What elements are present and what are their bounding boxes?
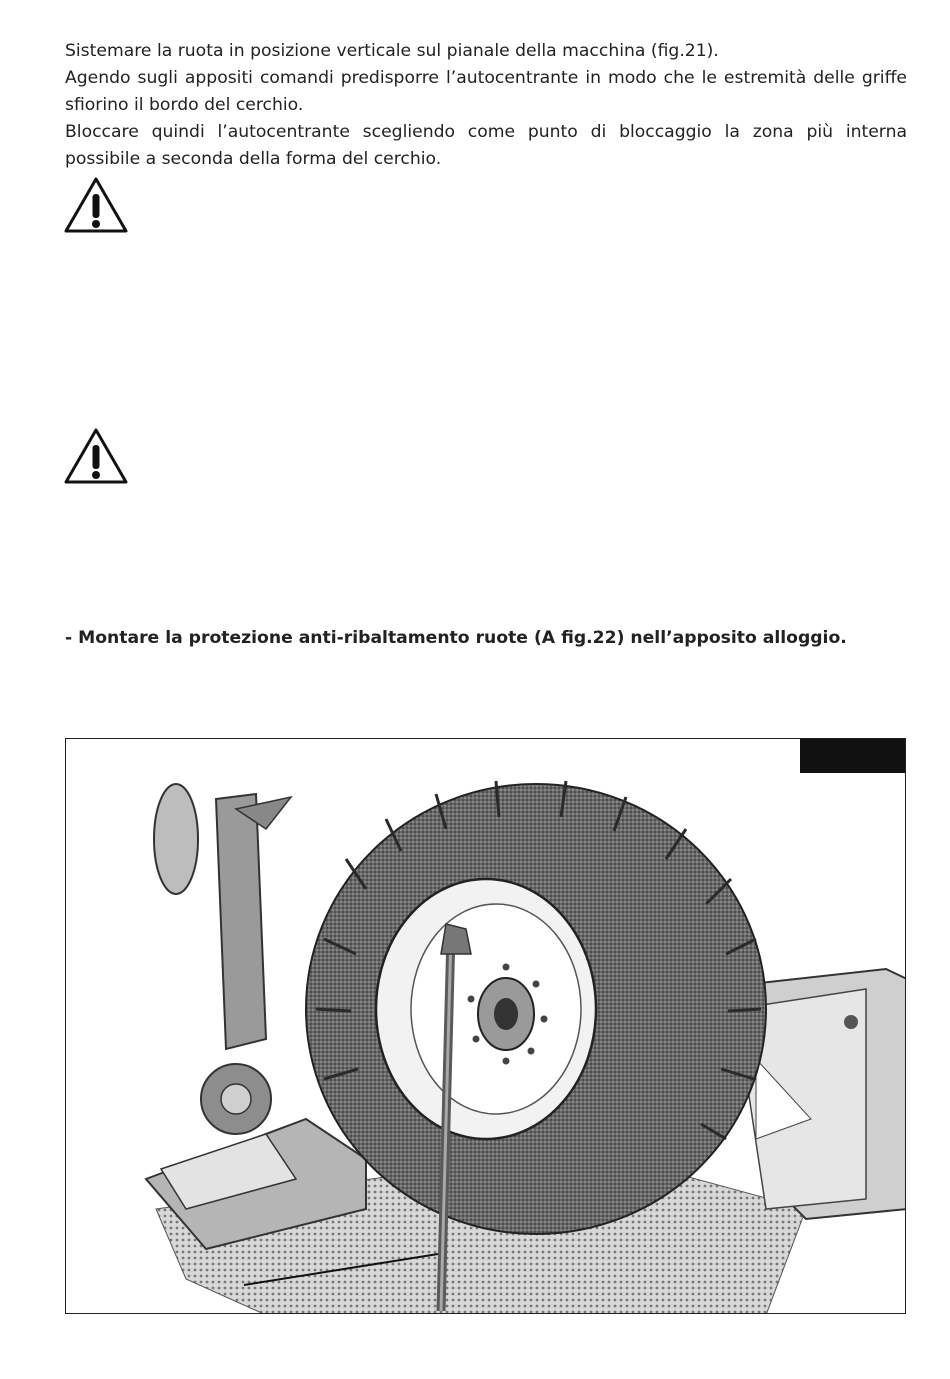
tyre-changer-illustration: [66, 739, 906, 1314]
text-line-3: Bloccare quindi l’autocentrante scegliendo come punto di bloccaggio la zona più interna possibile a seconda della forma del cerchio.: [65, 122, 907, 169]
instruction-text: - Montare la protezione anti-ribaltamento ruote (A fig.22) nell’apposito alloggio.: [65, 628, 847, 648]
text-line-2: Agendo sugli appositi comandi predisporre l’autocentrante in modo che le estremità delle griffe sfiorino il bordo del cerchio.: [65, 68, 907, 115]
warning-triangle-icon: [64, 176, 128, 234]
figure-22: [65, 738, 906, 1314]
intro-paragraph: [65, 38, 907, 173]
warning-triangle-icon: [64, 427, 128, 485]
text-line-1: Sistemare la ruota in posizione verticale sul pianale della macchina (fig.21).: [65, 41, 719, 61]
figure-label: [800, 738, 906, 773]
